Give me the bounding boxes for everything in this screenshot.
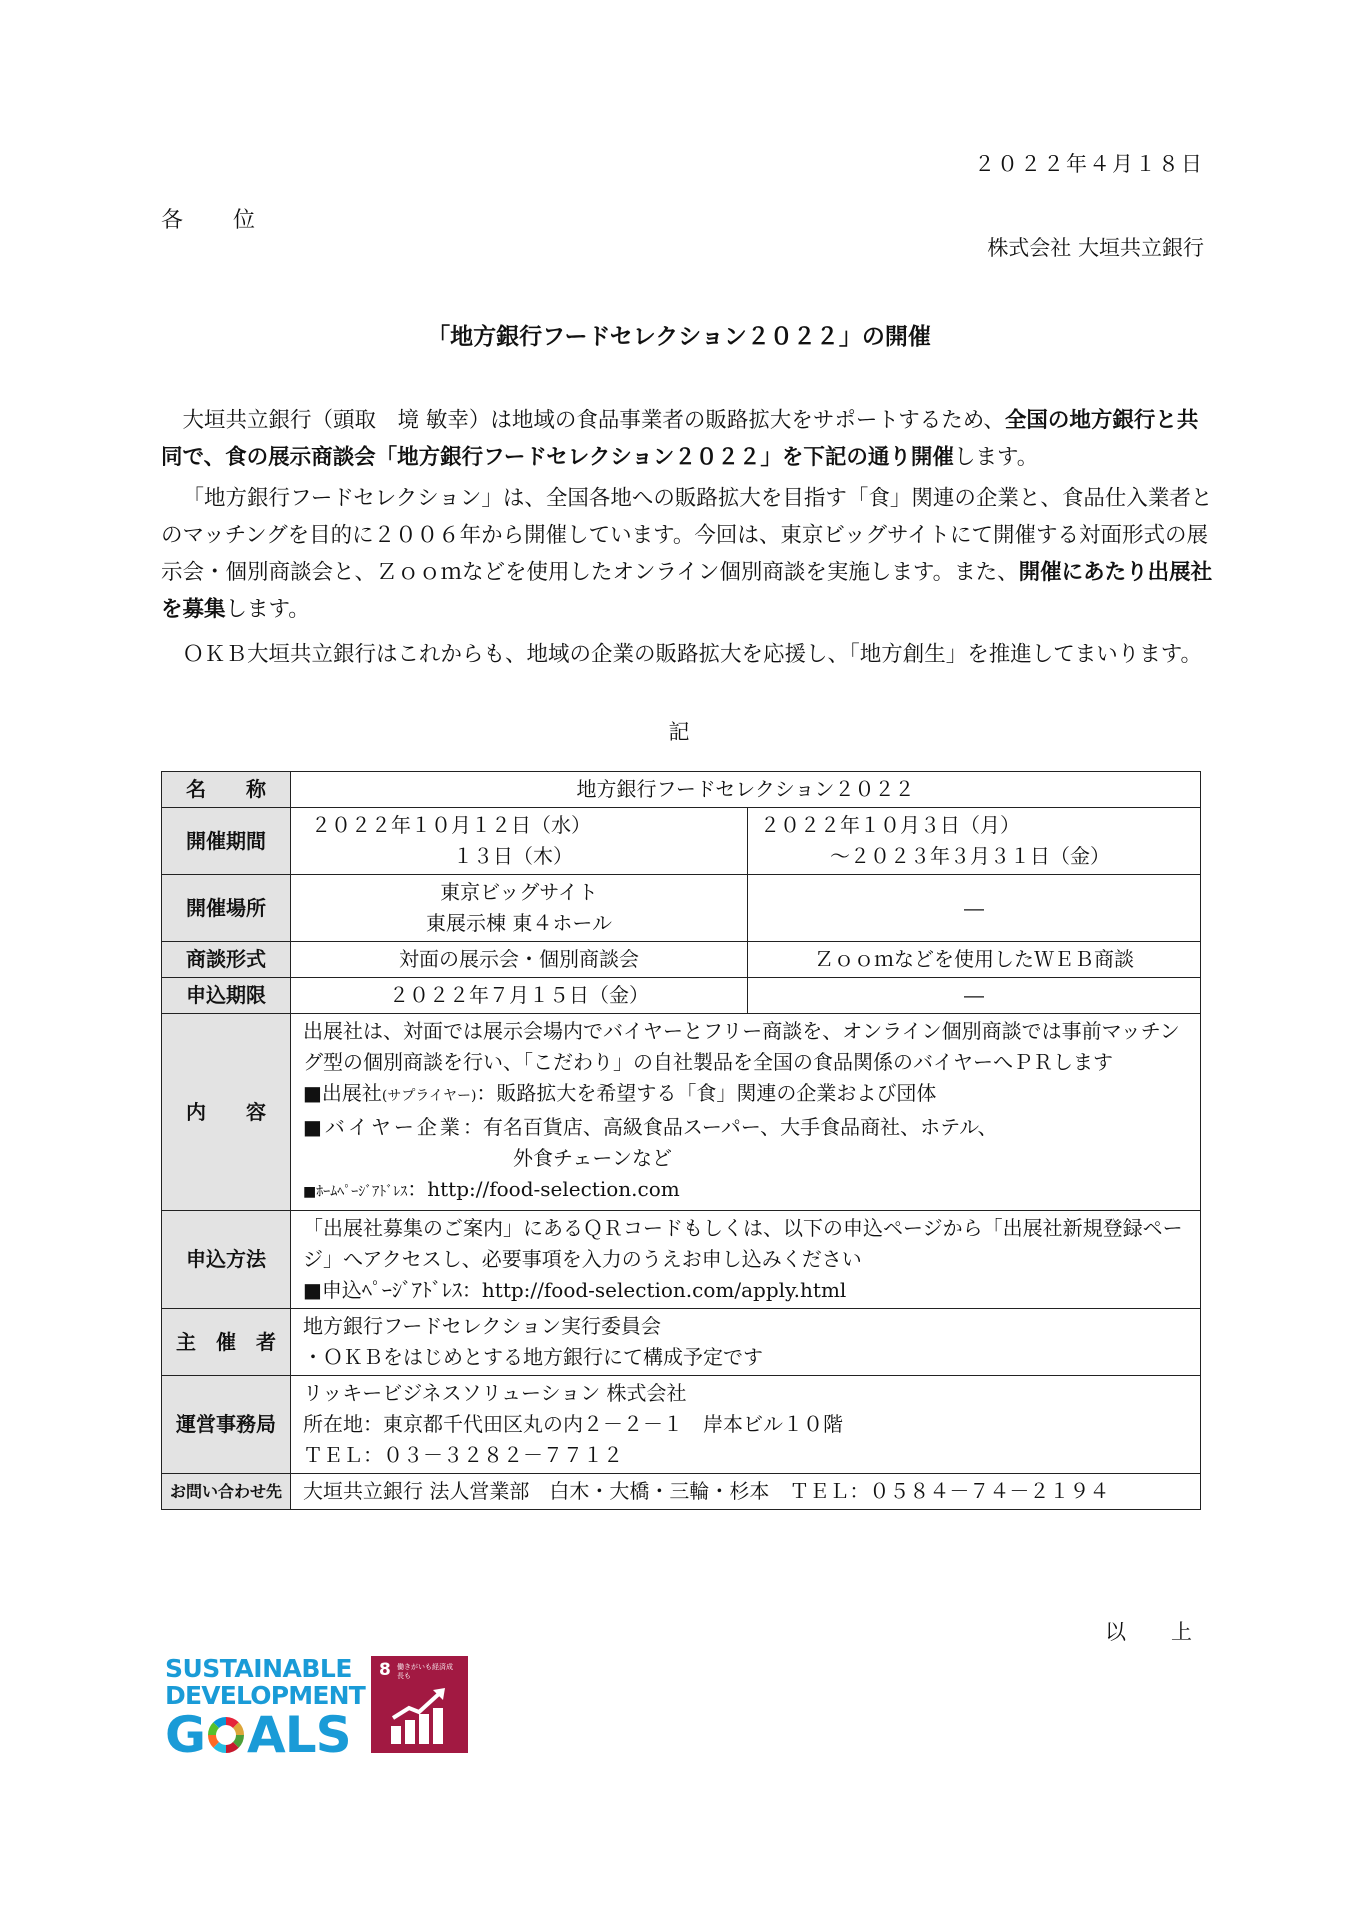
row-apply — [162, 1211, 1201, 1309]
sdgs-line-2: DEVELOPMENT — [165, 1681, 366, 1710]
sdg-goal-8-icon: 8 働きがいも経済成長も — [371, 1656, 468, 1753]
value-office: リッキービジネスソリューション 株式会社 所在地：東京都千代田区丸の内２－２－１ 岸本ビル１０階 ＴＥＬ：０３－３２８２－７７１２ — [291, 1376, 1201, 1474]
label-venue: 開催場所 — [162, 875, 291, 942]
details-table — [161, 771, 1201, 1510]
label-period: 開催期間 — [162, 808, 291, 875]
row-office — [162, 1376, 1201, 1474]
row-organizer — [162, 1309, 1201, 1376]
value-period-online: ２０２２年１０月３日（月） ～２０２３年３月３１日（金） — [748, 808, 1201, 875]
value-contact: 大垣共立銀行 法人営業部 白木・大橋・三輪・杉本 ＴＥＬ：０５８４－７４－２１９４ — [291, 1474, 1201, 1510]
row-name — [162, 772, 1201, 808]
paragraph-1: 大垣共立銀行（頭取 境 敏幸）は地域の食品事業者の販路拡大をサポートするため、全国の地方銀行と共同で、食の展示商談会「地方銀行フードセレクション２０２２」を下記の通り開催します。 — [161, 408, 1199, 470]
label-name: 名 称 — [162, 772, 291, 808]
row-deadline — [162, 978, 1201, 1014]
value-period-inperson: ２０２２年１０月１２日（水） １３日（木） — [291, 808, 748, 875]
value-apply: 「出展社募集のご案内」にあるＱＲコードもしくは、以下の申込ページから「出展社新規登録ページ」へアクセスし、必要事項を入力のうえお申し込みください ■申込ﾍﾟｰｼﾞｱﾄﾞﾚｽ：http://food-selection.com/apply.html — [291, 1211, 1201, 1309]
sdgs-line-3: G ALS — [165, 1706, 351, 1764]
value-format-inperson: 対面の展示会・個別商談会 — [291, 942, 748, 978]
label-contact: お問い合わせ先 — [162, 1474, 291, 1510]
row-contact — [162, 1474, 1201, 1510]
row-venue — [162, 875, 1201, 942]
label-deadline: 申込期限 — [162, 978, 291, 1014]
ki-heading: 記 — [668, 720, 690, 744]
goal-8-label: 働きがいも経済成長も — [397, 1663, 453, 1680]
label-office: 運営事務局 — [162, 1376, 291, 1474]
sdgs-line-1: SUSTAINABLE — [165, 1654, 352, 1683]
row-period — [162, 808, 1201, 875]
row-content — [162, 1014, 1201, 1211]
sdg-wheel-icon — [206, 1715, 246, 1755]
value-format-online: Ｚｏｏｍなどを使用したＷＥＢ商談 — [748, 942, 1201, 978]
document-title: 「地方銀行フードセレクション２０２２」の開催 — [427, 324, 931, 350]
value-deadline-online: ― — [748, 978, 1201, 1014]
paragraph-3: ＯＫＢ大垣共立銀行はこれからも、地域の企業の販路拡大を応援し、「地方創生」を推進してまいります。 — [182, 642, 1203, 667]
issuer: 株式会社 大垣共立銀行 — [987, 236, 1204, 260]
closing-mark: 以 上 — [1105, 1620, 1204, 1644]
row-format — [162, 942, 1201, 978]
growth-chart-icon — [389, 1686, 451, 1746]
addressee: 各 位 — [161, 208, 270, 233]
label-format: 商談形式 — [162, 942, 291, 978]
value-venue: 東京ビッグサイト 東展示棟 東４ホール — [291, 875, 748, 942]
label-organizer: 主 催 者 — [162, 1309, 291, 1376]
value-deadline: ２０２２年７月１５日（金） — [291, 978, 748, 1014]
value-name: 地方銀行フードセレクション２０２２ — [291, 772, 1201, 808]
value-organizer: 地方銀行フードセレクション実行委員会 ・ＯＫＢをはじめとする地方銀行にて構成予定です — [291, 1309, 1201, 1376]
sdgs-logo — [165, 1654, 366, 1764]
paragraph-2: 「地方銀行フードセレクション」は、全国各地への販路拡大を目指す「食」関連の企業と、食品仕入業者とのマッチングを目的に２００６年から開催しています。今回は、東京ビッグサイトにて開催する対面形式の展示会・個別商談会と、Ｚｏｏｍなどを使用したオンライン個別商談を実施します。また、開催にあたり出展社を募集します。 — [161, 486, 1213, 622]
body-text — [161, 402, 1217, 677]
document-date: ２０２２年４月１８日 — [974, 152, 1204, 176]
value-content: 出展社は、対面では展示会場内でバイヤーとフリー商談を、オンライン個別商談では事前マッチング型の個別商談を行い、「こだわり」の自社製品を全国の食品関係のバイヤーへＰＲします ■出展社(サプライヤー)：販路拡大を希望する「食」関連の企業および団体 ■バイヤー企業：有名百貨店、高級食品スーパー、大手食品商社、ホテル、 外食チェーンなど ■ﾎｰﾑﾍﾟｰｼﾞｱﾄﾞﾚｽ：http://food-selection.com — [291, 1014, 1201, 1211]
label-apply: 申込方法 — [162, 1211, 291, 1309]
value-venue-online: ― — [748, 875, 1201, 942]
label-content: 内 容 — [162, 1014, 291, 1211]
